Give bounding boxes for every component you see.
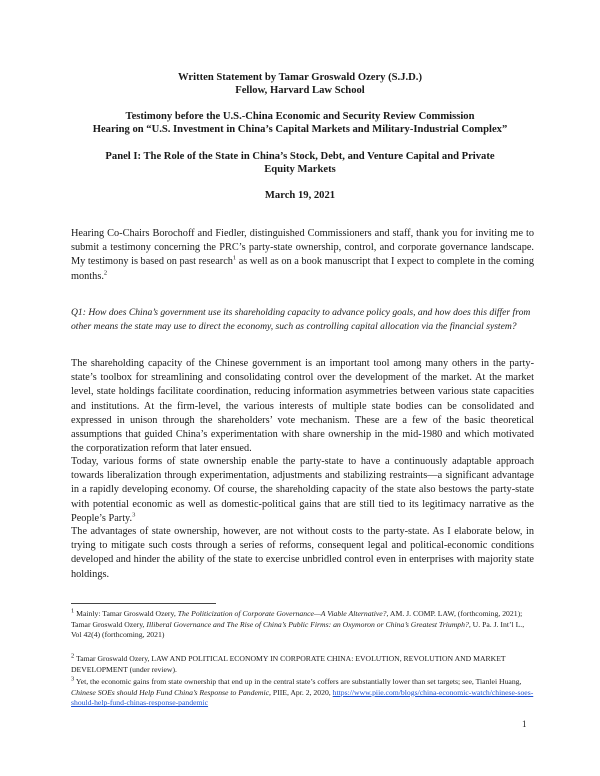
body-paragraph-3: The advantages of state ownership, however, are not without costs to the party-state. As I elaborate below, in trying to mitigate such costs through a series of reforms, consequent legal and political-economic conditions developed and hinder the ability of the state to exercise unbridled control even in enterprises with majority state holdings. [71,526,534,580]
footnote-ref-1: 1 [232,254,237,262]
date-line: March 19, 2021 [264,190,336,201]
page-number: 1 [522,719,527,729]
footnote-ref-2: 2 [103,269,108,277]
affiliation-line: Fellow, Harvard Law School [235,85,365,96]
body-paragraph-2: Today, various forms of state ownership enable the party-state to have a continuously adaptable approach towards liberalization through experimentation, adjustments and stabilizing restraints—a significant advantage in a rapidly developing economy. Of course, the shareholding capacity of the state also bestows the party-state with potential economic as well as domestic-political gains that are still tied to its legitimacy narrative as the People’s Party.$^3$ [71,456,534,524]
footnote-3: $^3$ Yet, the economic gains from state ownership that end up in the central state’s coffers are substantially lower than set targets; see, Tianlei Huang, Chinese SOEs should Help Fund China’s Response to Pandemic, PIIE, Apr. 2, 2020, https://www.piie.com/blogs/china-economic-watch/chinese-soes-should-help-fund-chinas-response-pandemic [71,675,534,708]
body-paragraph-1: The shareholding capacity of the Chinese government is an important tool among many others in the party-state’s toolbox for streamlining and consolidating control over the development of the market. At the market level, state holdings facilitate coordination, reducing information asymmetries between various state capacities and institutions. At the firm-level, the various interests of multiple state bodies can be consolidated and expressed in unison through the shareholders’ vote mechanism. These are a few of the basic theoretical assumptions that guided China’s experimentation with share ownership in the mid-1980 and which motivated the corporatization reform that later ensued. [71,358,534,455]
panel-line: Panel I: The Role of the State in China’s Stock, Debt, and Venture Capital and Private [105,151,495,162]
hearing-line: Hearing on “U.S. Investment in China’s Capital Markets and Military-Industrial Complex” [92,124,508,135]
panel-line-2: Equity Markets [264,164,336,175]
footnote-1: $^1$ Mainly: Tamar Groswald Ozery, The Politicization of Corporate Governance—A Viable Alternative?, AM. J. COMP. LAW, (forthcoming, 2021); Tamar Groswald Ozery, Illiberal Governance and The Rise of China’s Public Firms: an Oxymoron or China’s Greatest Triumph?, U. Pa. J. Int’l L., Vol 42(4) (forthcoming, 2021) [71,607,525,640]
footnote-2: $^2$ Tamar Groswald Ozery, LAW AND POLITICAL ECONOMY IN CORPORATE CHINA: EVOLUTION, REVOLUTION AND MARKET DEVELOPMENT (under review). [71,652,506,674]
question-q1: Q1: How does China’s government use its shareholding capacity to advance policy goals, and how does this differ from other means the state may use to direct the economy, such as controlling capital allocation via the financial system? [71,307,531,332]
footnote-ref-3: 3 [132,511,136,519]
footnote-divider [71,603,216,604]
author-line: Written Statement by Tamar Groswald Ozery (S.J.D.) [178,72,422,83]
intro-paragraph: Hearing Co-Chairs Borochoff and Fiedler, distinguished Commissioners and staff, thank you for inviting me to submit a testimony concerning the PRC’s party-state ownership, control, and corporate governance landscape. My testimony is based on past research$^1$ as well as on a book manuscript that I expect to complete in the coming months.$^2$ [71,228,534,282]
footnote-3-link[interactable]: https://www.piie.com/blogs/china-economic-watch/chinese-soes-should-help-fund-chinas-response-pandemic [71,687,534,708]
testimony-line: Testimony before the U.S.-China Economic and Security Review Commission [125,111,475,122]
